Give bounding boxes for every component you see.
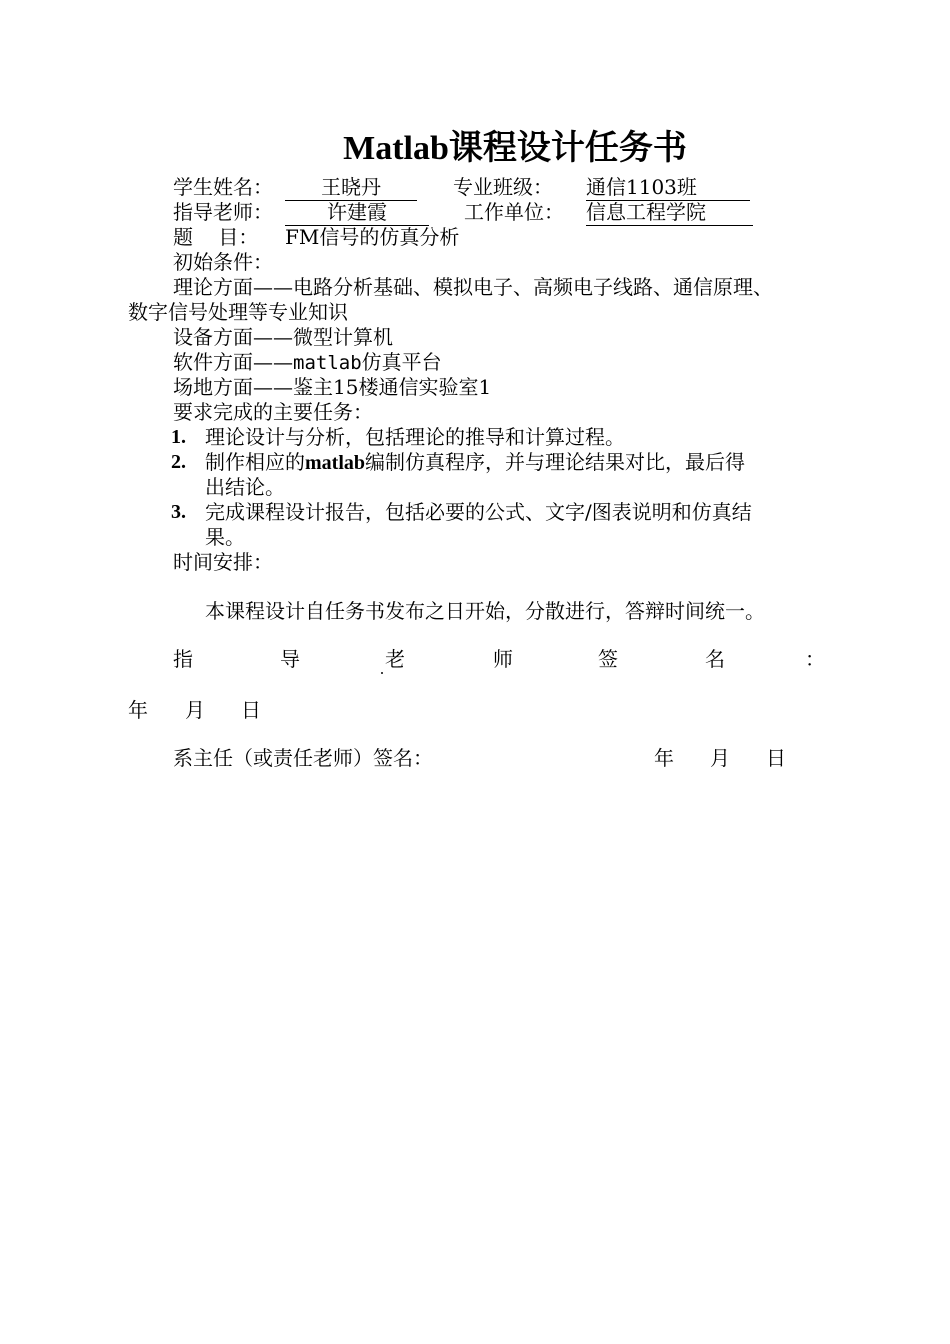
sig-char-4: 师 <box>493 647 513 671</box>
work-unit-text: 信息工程学院 <box>586 200 706 224</box>
software-prefix: 软件方面—— <box>173 350 293 374</box>
equipment-line: 设备方面——微型计算机 <box>173 325 393 349</box>
task-1-text: 理论设计与分析，包括理论的推导和计算过程。 <box>205 425 625 449</box>
task-2-text-c: 编制仿真程序，并与理论结果对比，最后得 <box>365 450 745 474</box>
venue-line: 场地方面——鉴主15楼通信实验室1 <box>173 375 492 399</box>
topic-label: 题 目： <box>173 225 259 249</box>
dept-head-date-day: 日 <box>766 746 786 770</box>
schedule-label: 时间安排： <box>173 550 273 574</box>
task-2-text-line-1 <box>205 449 745 476</box>
sig-char-1: 指 <box>173 647 193 671</box>
advisor-text: 许建霞 <box>327 200 387 224</box>
software-name: matlab <box>293 352 362 374</box>
advisor-value <box>285 199 429 226</box>
sig-char-7: ： <box>805 647 825 671</box>
major-class-text: 通信1103班 <box>586 175 697 199</box>
student-name-label: 学生姓名： <box>173 175 273 199</box>
advisor-date-day: 日 <box>241 698 261 722</box>
stray-dot <box>381 672 383 674</box>
software-suffix: 仿真平台 <box>361 350 442 374</box>
dept-head-signature-label: 系主任（或责任老师）签名： <box>173 746 433 770</box>
task-3-text-line-1: 完成课程设计报告，包括必要的公式、文字/图表说明和仿真结 <box>205 500 752 524</box>
dept-head-date-month: 月 <box>710 746 730 770</box>
sig-char-5: 签 <box>598 647 618 671</box>
theory-line-1: 理论方面——电路分析基础、模拟电子、高频电子线路、通信原理、 <box>173 275 773 299</box>
student-name-value <box>285 174 417 201</box>
advisor-date-month: 月 <box>185 698 205 722</box>
advisor-label: 指导老师： <box>173 200 273 224</box>
advisor-date-year: 年 <box>128 698 148 722</box>
initial-conditions-label: 初始条件： <box>173 250 273 274</box>
student-name-text: 王晓丹 <box>321 175 381 199</box>
task-2-matlab: matlab <box>305 452 365 474</box>
software-line <box>173 349 442 376</box>
dept-head-date-year: 年 <box>654 746 674 770</box>
document-title: Matlab课程设计任务书 <box>343 130 687 167</box>
work-unit-value <box>586 199 753 226</box>
sig-char-3: 老 <box>385 647 405 671</box>
task-1-number: 1. <box>171 426 186 448</box>
sig-char-2: 导 <box>280 647 300 671</box>
major-class-value <box>586 174 750 201</box>
sig-char-6: 名 <box>705 647 725 671</box>
task-3-number: 3. <box>171 501 186 523</box>
tasks-label: 要求完成的主要任务： <box>173 400 373 424</box>
topic-value: FM信号的仿真分析 <box>285 225 460 249</box>
work-unit-label: 工作单位： <box>464 200 564 224</box>
theory-line-2: 数字信号处理等专业知识 <box>128 300 348 324</box>
task-2-text-line-2: 出结论。 <box>205 475 285 499</box>
advisor-signature-label <box>173 646 823 672</box>
task-2-text-a: 制作相应的 <box>205 450 305 474</box>
schedule-text: 本课程设计自任务书发布之日开始，分散进行，答辩时间统一。 <box>205 599 765 623</box>
major-class-label: 专业班级： <box>453 175 553 199</box>
task-3-text-line-2: 果。 <box>205 525 245 549</box>
task-2-number: 2. <box>171 451 186 473</box>
